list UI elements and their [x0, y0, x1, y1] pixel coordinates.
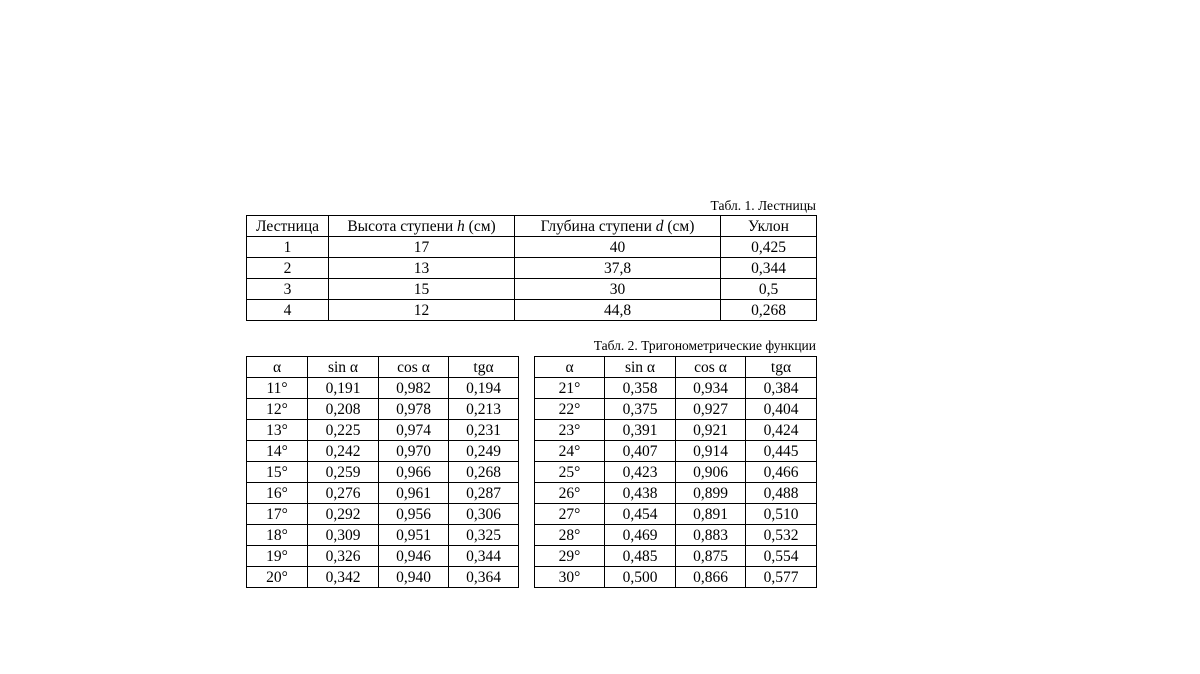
- trig-right-header-row: [535, 357, 817, 378]
- step-height-cell: 15: [329, 279, 515, 300]
- cos-cell: 0,970: [379, 441, 449, 462]
- angle-cell: 22°: [535, 399, 605, 420]
- cos-cell: 0,883: [676, 525, 746, 546]
- angle-cell: 18°: [247, 525, 308, 546]
- angle-cell: 16°: [247, 483, 308, 504]
- cos-cell: 0,914: [676, 441, 746, 462]
- header-step-height-prefix: Высота ступени: [347, 217, 454, 235]
- trig-row: [247, 420, 519, 441]
- trig-row: [535, 399, 817, 420]
- ladder-row: [247, 300, 817, 321]
- angle-cell: 19°: [247, 546, 308, 567]
- header-sin: sin α: [605, 357, 676, 378]
- trig-row: [247, 399, 519, 420]
- cos-cell: 0,961: [379, 483, 449, 504]
- ladders-table-body: [247, 237, 817, 321]
- tg-cell: 0,554: [746, 546, 817, 567]
- cos-cell: 0,946: [379, 546, 449, 567]
- sin-cell: 0,208: [308, 399, 379, 420]
- tg-cell: 0,249: [449, 441, 519, 462]
- angle-cell: 29°: [535, 546, 605, 567]
- step-height-cell: 12: [329, 300, 515, 321]
- tg-cell: 0,510: [746, 504, 817, 525]
- tg-cell: 0,466: [746, 462, 817, 483]
- tg-cell: 0,445: [746, 441, 817, 462]
- trig-row: [247, 462, 519, 483]
- trig-row: [247, 546, 519, 567]
- cos-cell: 0,927: [676, 399, 746, 420]
- sin-cell: 0,309: [308, 525, 379, 546]
- trig-left-body: [247, 378, 519, 588]
- trig-left-header-row: [247, 357, 519, 378]
- cos-cell: 0,906: [676, 462, 746, 483]
- step-height-cell: 13: [329, 258, 515, 279]
- step-depth-cell: 37,8: [515, 258, 721, 279]
- slope-cell: 0,344: [721, 258, 817, 279]
- header-slope: Уклон: [721, 216, 817, 237]
- slope-cell: 0,425: [721, 237, 817, 258]
- sin-cell: 0,438: [605, 483, 676, 504]
- angle-cell: 15°: [247, 462, 308, 483]
- header-tg: tgα: [449, 357, 519, 378]
- slope-cell: 0,268: [721, 300, 817, 321]
- cos-cell: 0,974: [379, 420, 449, 441]
- step-depth-cell: 40: [515, 237, 721, 258]
- angle-cell: 14°: [247, 441, 308, 462]
- ladder-row: [247, 237, 817, 258]
- ladder-number-cell: 2: [247, 258, 329, 279]
- cos-cell: 0,899: [676, 483, 746, 504]
- tg-cell: 0,344: [449, 546, 519, 567]
- cos-cell: 0,940: [379, 567, 449, 588]
- tg-cell: 0,384: [746, 378, 817, 399]
- sin-cell: 0,259: [308, 462, 379, 483]
- cos-cell: 0,891: [676, 504, 746, 525]
- angle-cell: 30°: [535, 567, 605, 588]
- sin-cell: 0,276: [308, 483, 379, 504]
- trig-row: [247, 441, 519, 462]
- trig-row: [247, 525, 519, 546]
- ladder-number-cell: 3: [247, 279, 329, 300]
- header-step-height-unit: (см): [468, 217, 496, 235]
- tg-cell: 0,532: [746, 525, 817, 546]
- header-cos: cos α: [676, 357, 746, 378]
- cos-cell: 0,866: [676, 567, 746, 588]
- trig-right-body: [535, 378, 817, 588]
- sin-cell: 0,242: [308, 441, 379, 462]
- header-step-depth: [515, 216, 721, 237]
- tg-cell: 0,577: [746, 567, 817, 588]
- trig-row: [535, 420, 817, 441]
- step-height-cell: 17: [329, 237, 515, 258]
- sin-cell: 0,469: [605, 525, 676, 546]
- header-step-depth-unit: (см): [667, 217, 695, 235]
- ladder-row: [247, 279, 817, 300]
- sin-cell: 0,391: [605, 420, 676, 441]
- trig-row: [535, 441, 817, 462]
- tg-cell: 0,325: [449, 525, 519, 546]
- header-step-depth-prefix: Глубина ступени: [540, 217, 652, 235]
- angle-cell: 20°: [247, 567, 308, 588]
- angle-cell: 27°: [535, 504, 605, 525]
- angle-cell: 24°: [535, 441, 605, 462]
- tg-cell: 0,194: [449, 378, 519, 399]
- trig-row: [247, 483, 519, 504]
- angle-cell: 25°: [535, 462, 605, 483]
- tg-cell: 0,287: [449, 483, 519, 504]
- sin-cell: 0,485: [605, 546, 676, 567]
- tg-cell: 0,364: [449, 567, 519, 588]
- tg-cell: 0,268: [449, 462, 519, 483]
- header-step-depth-var: d: [655, 217, 664, 235]
- cos-cell: 0,921: [676, 420, 746, 441]
- ladder-number-cell: 1: [247, 237, 329, 258]
- angle-cell: 26°: [535, 483, 605, 504]
- trig-row: [535, 546, 817, 567]
- angle-cell: 11°: [247, 378, 308, 399]
- tg-cell: 0,213: [449, 399, 519, 420]
- cos-cell: 0,951: [379, 525, 449, 546]
- cos-cell: 0,978: [379, 399, 449, 420]
- cos-cell: 0,875: [676, 546, 746, 567]
- angle-cell: 21°: [535, 378, 605, 399]
- sin-cell: 0,342: [308, 567, 379, 588]
- ladders-table: [246, 215, 817, 321]
- trig-row: [535, 462, 817, 483]
- header-alpha: α: [535, 357, 605, 378]
- angle-cell: 17°: [247, 504, 308, 525]
- ladders-header-row: [247, 216, 817, 237]
- cos-cell: 0,934: [676, 378, 746, 399]
- slope-cell: 0,5: [721, 279, 817, 300]
- trig-row: [535, 567, 817, 588]
- sin-cell: 0,292: [308, 504, 379, 525]
- sin-cell: 0,500: [605, 567, 676, 588]
- header-step-height: [329, 216, 515, 237]
- trig-row: [535, 504, 817, 525]
- header-ladder: Лестница: [247, 216, 329, 237]
- sin-cell: 0,225: [308, 420, 379, 441]
- step-depth-cell: 44,8: [515, 300, 721, 321]
- angle-cell: 28°: [535, 525, 605, 546]
- sin-cell: 0,375: [605, 399, 676, 420]
- tg-cell: 0,306: [449, 504, 519, 525]
- sin-cell: 0,454: [605, 504, 676, 525]
- header-tg: tgα: [746, 357, 817, 378]
- sin-cell: 0,358: [605, 378, 676, 399]
- tg-cell: 0,404: [746, 399, 817, 420]
- header-alpha: α: [247, 357, 308, 378]
- table2-caption: Табл. 2. Тригонометрические функции: [593, 338, 816, 353]
- cos-cell: 0,982: [379, 378, 449, 399]
- trig-row: [247, 378, 519, 399]
- tg-cell: 0,231: [449, 420, 519, 441]
- sin-cell: 0,191: [308, 378, 379, 399]
- trig-table-left: [246, 356, 519, 588]
- sin-cell: 0,407: [605, 441, 676, 462]
- sin-cell: 0,326: [308, 546, 379, 567]
- trig-row: [535, 525, 817, 546]
- trig-table-right: [534, 356, 817, 588]
- trig-row: [535, 483, 817, 504]
- cos-cell: 0,966: [379, 462, 449, 483]
- sin-cell: 0,423: [605, 462, 676, 483]
- angle-cell: 23°: [535, 420, 605, 441]
- angle-cell: 12°: [247, 399, 308, 420]
- angle-cell: 13°: [247, 420, 308, 441]
- ladder-number-cell: 4: [247, 300, 329, 321]
- step-depth-cell: 30: [515, 279, 721, 300]
- ladder-row: [247, 258, 817, 279]
- trig-row: [247, 567, 519, 588]
- tg-cell: 0,488: [746, 483, 817, 504]
- trig-row: [247, 504, 519, 525]
- header-cos: cos α: [379, 357, 449, 378]
- header-step-height-var: h: [457, 217, 465, 235]
- trig-row: [535, 378, 817, 399]
- cos-cell: 0,956: [379, 504, 449, 525]
- table1-caption: Табл. 1. Лестницы: [710, 198, 816, 213]
- tg-cell: 0,424: [746, 420, 817, 441]
- header-sin: sin α: [308, 357, 379, 378]
